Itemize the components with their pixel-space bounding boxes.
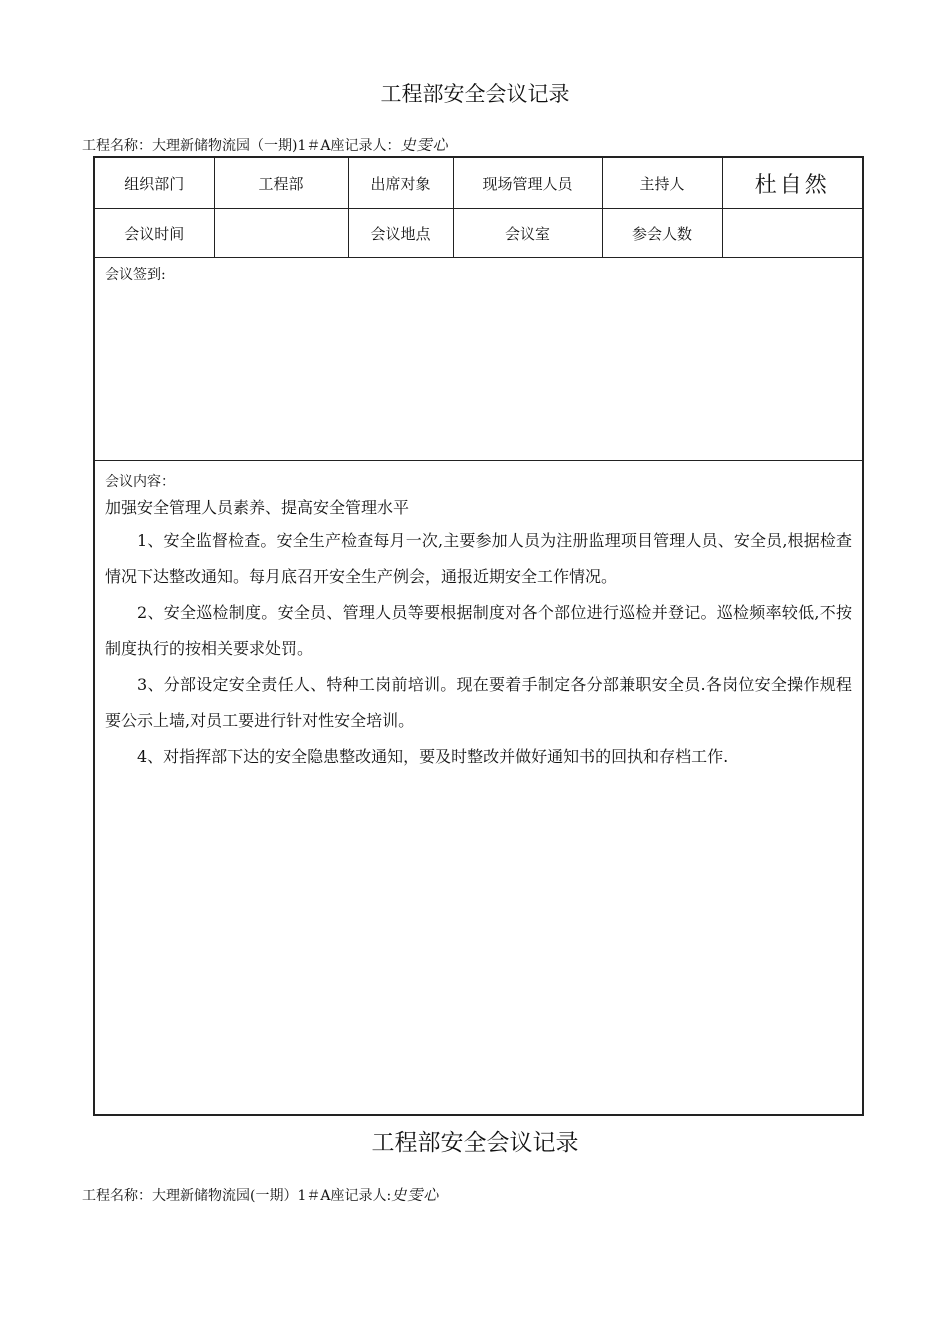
content-paragraph-2: 2、安全巡检制度。安全员、管理人员等要根据制度对各个部位进行巡检并登记。巡检频率较低,不按制度执行的按相关要求处罚。 (105, 603, 852, 658)
project-name-text-2: 工程名称：大理新储物流园(一期）1＃A座记录人: (82, 1188, 392, 1204)
host-value: 杜自然 (722, 157, 863, 209)
content-cell (94, 461, 863, 1116)
project-name-text: 工程名称：大理新储物流园（一期)1＃A座记录人： (82, 138, 401, 154)
sign-in-cell (94, 258, 863, 461)
page-title-2: 工程部安全会议记录 (371, 1130, 579, 1156)
attendee-label: 出席对象 (348, 157, 453, 209)
content-paragraph-1: 1、安全监督检查。安全生产检查每月一次,主要参加人员为注册监理项目管理人员、安全员,根据检查情况下达整改通知。每月底召开安全生产例会，通报近期安全工作情况。 (105, 531, 852, 586)
content-label: 会议内容： (105, 474, 175, 490)
attendee-value: 现场管理人员 (453, 157, 602, 209)
table-row (94, 461, 863, 1116)
table-row (94, 209, 863, 258)
sign-in-label: 会议签到: (105, 267, 166, 283)
content-subtitle: 加强安全管理人员素养、提高安全管理水平 (105, 498, 410, 517)
table-row (94, 157, 863, 209)
meeting-record-table (93, 156, 864, 1116)
recorder-signature: 史雯心 (400, 136, 449, 154)
content-paragraph-4: 4、对指挥部下达的安全隐患整改通知，要及时整改并做好通知书的回执和存档工作. (137, 747, 729, 766)
project-info-line (82, 134, 449, 155)
dept-label: 组织部门 (94, 157, 214, 209)
recorder-signature-2: 史雯心 (391, 1186, 440, 1204)
time-label: 会议时间 (94, 209, 214, 258)
dept-value: 工程部 (214, 157, 348, 209)
project-info-line-2 (82, 1184, 439, 1205)
time-value (214, 209, 348, 258)
count-label: 参会人数 (602, 209, 722, 258)
place-value: 会议室 (453, 209, 602, 258)
page-title: 工程部安全会议记录 (380, 82, 570, 106)
content-paragraph-3: 3、分部设定安全责任人、特种工岗前培训。现在要着手制定各分部兼职安全员.各岗位安全操作规程要公示上墙,对员工要进行针对性安全培训。 (105, 675, 852, 730)
count-value (722, 209, 863, 258)
table-row (94, 258, 863, 461)
host-label: 主持人 (602, 157, 722, 209)
place-label: 会议地点 (348, 209, 453, 258)
